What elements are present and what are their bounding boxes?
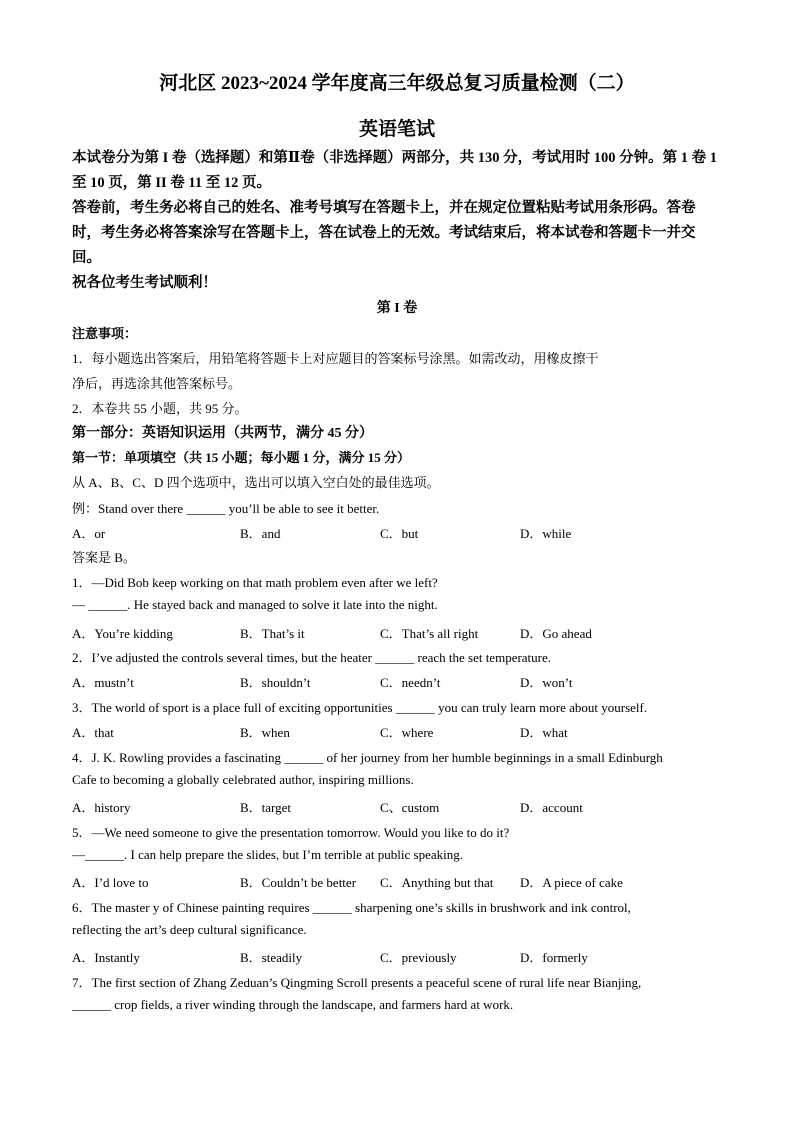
intro-paragraph: 答卷前，考生务必将自己的姓名、准考号填写在答题卡上，并在规定位置粘贴考试用条形码。答卷时，考生务必将答案涂写在答题卡上，答在试卷上的无效。考试结束后，将本试卷和答题卡一并交回。 xyxy=(72,200,696,266)
volume-label: 第 I 卷 xyxy=(376,301,418,316)
exam-subtitle: 英语笔试 xyxy=(358,119,435,140)
question-4-stem: 4．J. K. Rowling provides a fascinating ______ of her journey from her humble beginnings in a small Edinburgh xyxy=(72,750,663,765)
notes-item-1-cont: 净后，再选涂其他答案标号。 xyxy=(72,376,242,391)
intro-paragraph: 祝各位考生考试顺利！ xyxy=(72,275,217,291)
example-stem: 例：Stand over there ______ you’ll be able to see it better. xyxy=(72,501,380,516)
question-3-option-b: B．when xyxy=(240,725,290,740)
question-6-stem: 6．The master y of Chinese painting requires ______ sharpening one’s skills in brushwork and ink control, xyxy=(72,900,631,915)
part1-heading: 第一部分：英语知识运用（共两节，满分 45 分） xyxy=(72,426,373,441)
question-1-stem-cont: — ______. He stayed back and managed to solve it late into the night. xyxy=(72,597,438,612)
question-4-option-a: A．history xyxy=(72,800,131,815)
question-1-option-b: B．That’s it xyxy=(240,626,305,641)
question-3-stem: 3．The world of sport is a place full of exciting opportunities ______ you can truly learn more about yourself. xyxy=(72,700,648,715)
question-5-option-b: B．Couldn’t be better xyxy=(240,875,357,890)
question-6-option-b: B．steadily xyxy=(240,950,303,965)
question-4-option-d: D．account xyxy=(520,800,583,815)
example-answer: 答案是 B。 xyxy=(72,550,136,565)
section1-heading: 第一节：单项填空（共 15 小题；每小题 1 分，满分 15 分） xyxy=(72,450,411,465)
exam-title: 河北区 2023~2024 学年度高三年级总复习质量检测（二） xyxy=(159,73,635,94)
question-3-option-c: C．where xyxy=(380,725,434,740)
example-option-d: D．while xyxy=(520,526,572,541)
question-1-stem: 1．—Did Bob keep working on that math problem even after we left? xyxy=(72,575,438,590)
intro-paragraph: 本试卷分为第 I 卷（选择题）和第Ⅱ卷（非选择题）两部分，共 130 分，考试用时 100 分钟。第 1 卷 1 至 10 页，第 II 卷 11 至 12 页。 xyxy=(72,150,717,191)
question-6-option-d: D．formerly xyxy=(520,950,588,965)
question-7-stem: 7．The first section of Zhang Zeduan’s Qingming Scroll presents a peaceful scene of rural life near Bianjing, xyxy=(72,975,642,990)
question-5-option-d: D．A piece of cake xyxy=(520,875,623,890)
intro-block xyxy=(72,146,722,296)
section1-instruction: 从 A、B、C、D 四个选项中，选出可以填入空白处的最佳选项。 xyxy=(72,475,440,490)
question-4-option-b: B．target xyxy=(240,800,292,815)
question-6-option-a: A．Instantly xyxy=(72,950,140,965)
question-5-stem: 5．—We need someone to give the presentation tomorrow. Would you like to do it? xyxy=(72,825,510,840)
question-2-option-a: A．mustn’t xyxy=(72,675,134,690)
question-5-option-a: A．I’d love to xyxy=(72,875,149,890)
question-3-option-d: D．what xyxy=(520,725,568,740)
question-5-stem-cont: —______. I can help prepare the slides, but I’m terrible at public speaking. xyxy=(72,847,463,862)
question-6-stem-cont: reflecting the art’s deep cultural significance. xyxy=(72,922,307,937)
question-5-option-c: C．Anything but that xyxy=(380,875,494,890)
question-4-stem-cont: Cafe to becoming a globally celebrated author, inspiring millions. xyxy=(72,772,414,787)
example-option-a: A．or xyxy=(72,526,106,541)
notes-heading: 注意事项： xyxy=(72,326,138,341)
notes-item-2: 2．本卷共 55 小题，共 95 分。 xyxy=(72,401,248,416)
question-1-option-c: C．That’s all right xyxy=(380,626,479,641)
question-4-option-c: C、custom xyxy=(380,800,440,815)
question-2-option-b: B．shouldn’t xyxy=(240,675,311,690)
question-3-option-a: A．that xyxy=(72,725,114,740)
example-option-c: C．but xyxy=(380,526,419,541)
notes-item-1: 1．每小题选出答案后，用铅笔将答题卡上对应题目的答案标号涂黑。如需改动，用橡皮擦干 xyxy=(72,351,599,366)
question-6-option-c: C．previously xyxy=(380,950,457,965)
question-1-option-d: D．Go ahead xyxy=(520,626,592,641)
question-2-option-d: D．won’t xyxy=(520,675,573,690)
example-option-b: B．and xyxy=(240,526,281,541)
question-1-option-a: A．You’re kidding xyxy=(72,626,173,641)
question-2-stem: 2．I’ve adjusted the controls several times, but the heater ______ reach the set temperature. xyxy=(72,650,552,665)
question-2-option-c: C．needn’t xyxy=(380,675,441,690)
question-7-stem-cont: ______ crop fields, a river winding through the landscape, and farmers hard at work. xyxy=(72,997,514,1012)
